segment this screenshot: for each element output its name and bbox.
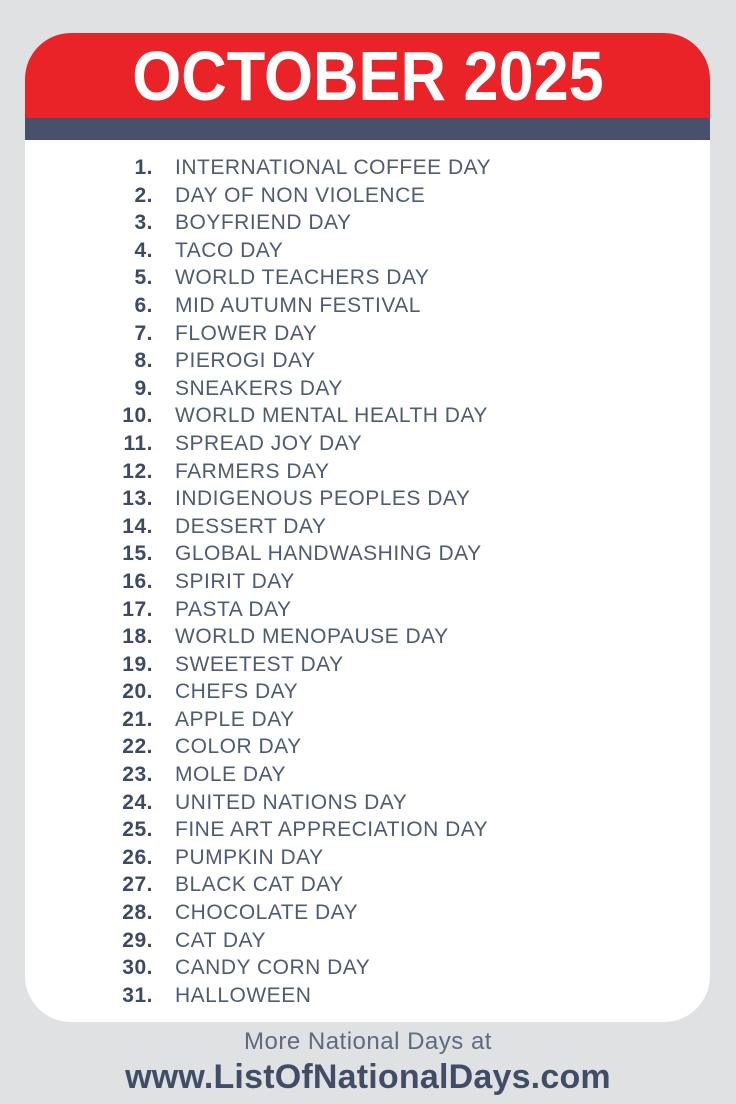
day-number: 2. (134, 183, 153, 207)
list-item (25, 430, 690, 458)
list-item (25, 458, 690, 486)
footer (0, 1022, 736, 1104)
list-item (25, 154, 690, 182)
list-item (25, 375, 690, 403)
day-number: 18. (122, 625, 153, 649)
day-label: PASTA DAY (175, 597, 292, 621)
day-label: INTERNATIONAL COFFEE DAY (175, 156, 492, 179)
day-label: CAT DAY (175, 928, 267, 952)
day-number: 28. (122, 901, 153, 925)
day-number: 6. (134, 293, 153, 317)
day-label: WORLD MENTAL HEALTH DAY (175, 404, 488, 428)
day-list (25, 140, 710, 1009)
day-label: UNITED NATIONS DAY (175, 790, 408, 814)
list-item (25, 651, 690, 679)
day-number: 14. (122, 514, 153, 538)
day-label: FLOWER DAY (175, 321, 318, 345)
day-number: 12. (122, 459, 153, 483)
day-number: 9. (134, 376, 153, 400)
day-label: MOLE DAY (175, 763, 286, 787)
day-number: 13. (122, 487, 153, 511)
day-label: DESSERT DAY (175, 514, 327, 538)
day-label: PIEROGI DAY (175, 349, 316, 373)
day-number: 10. (122, 404, 153, 428)
day-number: 16. (122, 569, 153, 593)
day-label: INDIGENOUS PEOPLES DAY (175, 487, 471, 511)
day-label: SNEAKERS DAY (175, 376, 343, 400)
list-item (25, 954, 690, 982)
day-number: 31. (122, 983, 153, 1007)
day-label: TACO DAY (175, 238, 284, 262)
list-item (25, 816, 690, 844)
day-label: SPREAD JOY DAY (175, 431, 363, 455)
day-label: CANDY CORN DAY (175, 956, 371, 980)
day-label: FINE ART APPRECIATION DAY (175, 818, 489, 842)
day-number: 4. (134, 238, 153, 262)
list-item (25, 899, 690, 927)
list-item (25, 789, 690, 817)
day-number: 25. (122, 818, 153, 842)
list-item (25, 733, 690, 761)
day-number: 5. (134, 266, 153, 290)
day-number: 27. (122, 873, 153, 897)
list-item (25, 982, 690, 1010)
list-item (25, 402, 690, 430)
page-title: OCTOBER 2025 (131, 36, 604, 115)
list-item (25, 320, 690, 348)
list-item (25, 706, 690, 734)
day-number: 24. (122, 790, 153, 814)
list-item (25, 568, 690, 596)
list-item (25, 761, 690, 789)
day-number: 3. (134, 211, 153, 235)
day-label: APPLE DAY (175, 707, 295, 731)
day-number: 7. (134, 321, 153, 345)
day-number: 23. (122, 763, 153, 787)
day-number: 1. (134, 156, 153, 179)
day-label: GLOBAL HANDWASHING DAY (175, 542, 482, 566)
footer-tagline: More National Days at (244, 1028, 492, 1055)
day-label: CHEFS DAY (175, 680, 299, 704)
list-item (25, 596, 690, 624)
header-banner (25, 33, 710, 118)
day-label: MID AUTUMN FESTIVAL (175, 293, 421, 317)
list-item (25, 209, 690, 237)
day-number: 8. (134, 349, 153, 373)
list-item (25, 623, 690, 651)
list-item (25, 264, 690, 292)
day-label: COLOR DAY (175, 735, 302, 759)
day-label: WORLD TEACHERS DAY (175, 266, 430, 290)
list-item (25, 182, 690, 210)
day-label: HALLOWEEN (175, 983, 312, 1007)
day-label: PUMPKIN DAY (175, 845, 324, 869)
day-number: 17. (122, 597, 153, 621)
day-number: 22. (122, 735, 153, 759)
list-item (25, 678, 690, 706)
day-label: SWEETEST DAY (175, 652, 344, 676)
day-label: WORLD MENOPAUSE DAY (175, 625, 449, 649)
list-item (25, 347, 690, 375)
day-number: 19. (122, 652, 153, 676)
calendar-card (25, 33, 710, 1022)
day-label: DAY OF NON VIOLENCE (175, 183, 426, 207)
list-item (25, 292, 690, 320)
day-number: 30. (122, 956, 153, 980)
day-number: 21. (122, 707, 153, 731)
day-number: 20. (122, 680, 153, 704)
day-label: SPIRIT DAY (175, 569, 295, 593)
day-label: BLACK CAT DAY (175, 873, 344, 897)
list-item (25, 871, 690, 899)
list-item (25, 844, 690, 872)
day-number: 29. (122, 928, 153, 952)
day-label: BOYFRIEND DAY (175, 211, 352, 235)
list-item (25, 540, 690, 568)
footer-url[interactable]: www.ListOfNationalDays.com (125, 1058, 611, 1096)
list-item (25, 485, 690, 513)
day-label: CHOCOLATE DAY (175, 901, 359, 925)
day-label: FARMERS DAY (175, 459, 330, 483)
day-number: 26. (122, 845, 153, 869)
day-number: 15. (122, 542, 153, 566)
list-item (25, 513, 690, 541)
header-accent-bar (25, 118, 710, 140)
list-item (25, 237, 690, 265)
list-item (25, 927, 690, 955)
day-number: 11. (123, 431, 153, 455)
